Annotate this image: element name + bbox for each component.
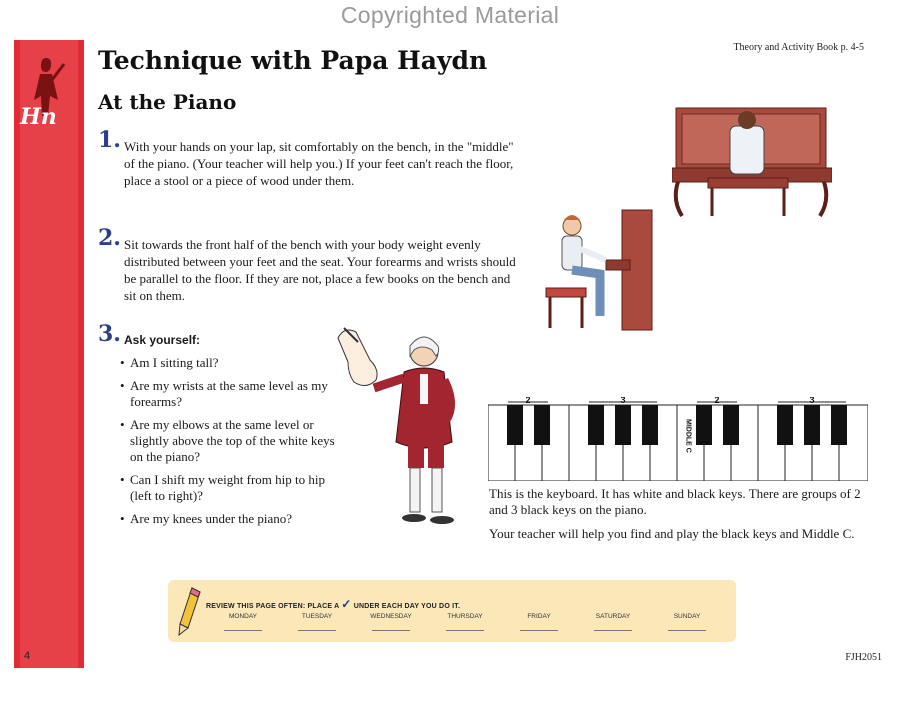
step-1 (98, 127, 519, 189)
list-item: • Am I sitting tall? (120, 355, 335, 371)
group-label: 2 (525, 397, 531, 405)
page-title: Technique with Papa Haydn (98, 46, 488, 75)
day-sunday[interactable]: SUNDAY (650, 613, 724, 631)
piano-back-illustration (672, 104, 832, 220)
teacher-note: Your teacher will help you find and play the black keys and Middle C. (489, 526, 855, 541)
day-tuesday[interactable]: TUESDAY (280, 613, 354, 631)
day-friday[interactable]: FRIDAY (502, 613, 576, 631)
page-subtitle: At the Piano (98, 90, 237, 114)
catalog-code: FJH2051 (845, 652, 882, 663)
logo-text: Hn (20, 104, 57, 130)
group-label: 2 (714, 397, 720, 405)
page-number: 4 (24, 650, 31, 662)
papa-haydn-illustration (334, 322, 480, 532)
step-3 (98, 321, 335, 534)
day-monday[interactable]: MONDAY (206, 613, 280, 631)
step-number: 1. (98, 127, 121, 153)
step-number: 3. (98, 321, 121, 347)
review-label-after: UNDER EACH DAY YOU DO IT. (353, 603, 461, 610)
day-saturday[interactable]: SATURDAY (576, 613, 650, 631)
question-list (120, 355, 335, 527)
group-label: 3 (809, 397, 815, 405)
keyboard-caption: This is the keyboard. It has white and black keys. There are groups of 2 and 3 black keys on the piano. (489, 486, 861, 517)
boy-at-piano-illustration (542, 208, 654, 334)
book-reference: Theory and Activity Book p. 4-5 (733, 42, 864, 53)
review-label-before: REVIEW THIS PAGE OFTEN: PLACE A (206, 603, 340, 610)
list-item: • Are my wrists at the same level as my forearms? (120, 378, 335, 410)
list-item: • Can I shift my weight from hip to hip (left to right)? (120, 472, 335, 504)
watermark: Copyrighted Material (340, 2, 560, 28)
middle-c-label: MIDDLE C (684, 419, 692, 453)
day-wednesday[interactable]: WEDNESDAY (354, 613, 428, 631)
day-thursday[interactable]: THURSDAY (428, 613, 502, 631)
piano-keyboard (488, 397, 868, 481)
pencil-icon (178, 586, 202, 636)
days-row (206, 613, 724, 631)
review-strip (168, 580, 736, 642)
step-number: 2. (98, 225, 121, 251)
review-instruction (206, 597, 460, 611)
step-heading: Ask yourself: (124, 333, 201, 347)
step-text: Sit towards the front half of the bench with your body weight evenly distributed between your feet and the seat. Your forearms and wrists should be parallel to the floor. If they are not, place a few books on the bench and sit on them. (124, 237, 516, 303)
list-item: • Are my knees under the piano? (120, 511, 335, 527)
step-2 (98, 225, 519, 304)
step-text: With your hands on your lap, sit comfortably on the bench, in the "middle" of the piano. (Your teacher will help you.) If your feet can't reach the floor, place a stool or a piece of wood under them. (124, 139, 514, 188)
group-label: 3 (620, 397, 626, 405)
checkmark-icon: ✓ (341, 597, 352, 611)
list-item: • Are my elbows at the same level or slightly above the top of the white keys on the piano? (120, 417, 335, 465)
